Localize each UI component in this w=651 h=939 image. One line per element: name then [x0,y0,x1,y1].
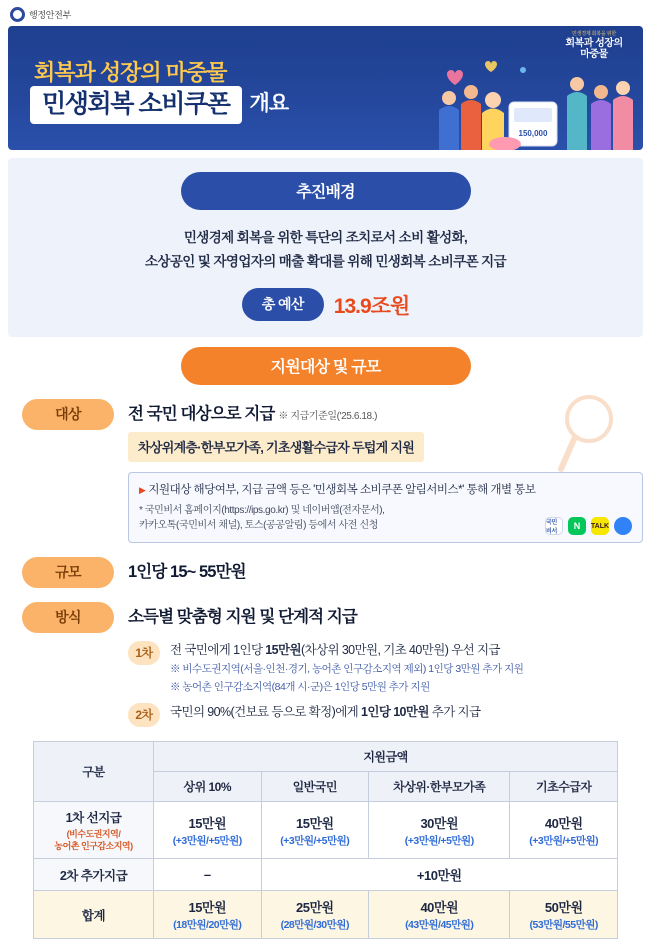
tag-method: 방식 [22,602,114,633]
step-badge-1: 1차 [128,641,160,665]
people-illustration [427,58,637,150]
section-target [8,347,643,939]
table-cell [154,859,262,891]
step-2-pre: 국민의 90%(건보료 등으로 확정)에게 [170,705,362,719]
table-cell [369,891,510,939]
infobox-sub-line-2: 카카오톡(국민비서 채널), 토스(공공알림) 등에서 사전 신청 [139,520,378,531]
scale-content [128,557,643,582]
row-scale [8,557,643,588]
cell-sub: (43만원/45만원) [405,919,474,931]
table-cell [261,891,369,939]
cell-main: +10만원 [416,868,462,883]
poster-header [8,26,643,150]
cell-sub: (+3만원/+5만원) [172,834,242,847]
page-title-suffix: 개요 [249,92,289,115]
table-row [34,859,618,891]
step-text-1 [170,641,523,695]
cell-main: 15만원 [188,815,227,831]
step-1-note-2: ※ 농어촌 인구감소지역(84개 시·군)은 1인당 5만원 추가 지원 [170,681,430,693]
table-row-label-first [34,802,154,859]
row-method [8,602,643,633]
infobox-main-line [139,481,632,497]
section-background [8,158,643,337]
row-label-sub-1: (비수도권지역/ [66,829,121,839]
cell-main: 15만원 [295,815,334,831]
table-row-label-total [34,891,154,939]
step-row-1 [128,641,643,695]
table-col-general: 일반국민 [261,772,369,802]
step-badge-2: 2차 [128,703,160,727]
table-cell [154,802,262,859]
magnifier-icon [555,389,625,475]
step-text-2 [170,703,481,721]
budget-row [8,288,643,321]
cell-main: 40만원 [420,900,459,915]
gov-logo [10,7,71,22]
gov-emblem-icon [10,7,25,22]
stamp-big-line1: 회복과 성장의 [565,38,623,49]
cell-main: 40만원 [544,815,583,831]
cell-sub: (+3만원/+5만원) [404,834,474,847]
notification-infobox [128,472,643,543]
table-cell [261,859,617,891]
cell-main: 25만원 [295,900,334,915]
illustration-amount: 150,000 [518,129,548,138]
step-1-bold: 15만원 [265,643,301,657]
table-cell [261,802,369,859]
budget-label: 총 예산 [242,288,324,321]
section-target-ribbon: 지원대상 및 규모 [181,347,471,385]
support-amount-table [33,741,618,939]
section-background-ribbon: 추진배경 [181,172,471,210]
cell-sub: (+3만원/+5만원) [280,834,350,847]
table-cell [510,802,618,859]
step-row-2 [128,703,643,727]
table-cell [154,891,262,939]
cell-sub: (53만원/55만원) [529,919,598,931]
gov-name: 행정안전부 [29,9,71,20]
section-background-body [8,226,643,274]
table-row [34,891,618,939]
step-1-post: (차상위 30만원, 기초 40만원) 우선 지급 [300,643,500,657]
row-label-text: 1차 선지급 [65,811,122,825]
cell-sub: (28만원/30만원) [280,919,349,931]
table-row [34,802,618,859]
table-col-nearpoor: 차상위·한부모가족 [369,772,510,802]
row-label-sub-2: 농어촌 인구감소지역) [54,841,133,851]
tag-scale: 규모 [22,557,114,588]
table-col-top10: 상위 10% [154,772,262,802]
method-steps [128,641,643,727]
method-main-line: 소득별 맞춤형 지원 및 단계적 지급 [128,608,357,626]
cell-main: 30만원 [420,815,459,831]
row-target [8,399,643,543]
infobox-text: 지원대상 해당여부, 지급 금액 등은 '민생회복 소비쿠폰 알림서비스*' 통해 개별 통보 [148,484,536,496]
row-label-text: 2차 추가지급 [59,868,128,883]
toss-icon[interactable] [614,517,632,535]
target-main-text: 전 국민 대상으로 지급 [128,405,275,423]
stamp-small-text: 민생경제 회복을 위한 [571,31,617,37]
cell-sub: (+3만원/+5만원) [529,834,599,847]
row-label-text: 합계 [81,908,106,923]
kakaotalk-icon[interactable]: TALK [591,517,609,535]
triangle-bullet-icon: ▶ [139,485,146,495]
header-subtitle: 회복과 성장의 마중물 [34,60,227,85]
tag-target: 대상 [22,399,114,430]
table-header-group: 지원금액 [154,742,618,772]
background-line-2: 소상공인 및 자영업자의 매출 확대를 위해 민생회복 소비쿠폰 지급 [144,254,507,269]
step-1-pre: 전 국민에게 1인당 [170,643,266,657]
table-cell [369,802,510,859]
app-icon-group [545,517,632,535]
target-note: ※ 지급기준일('25.6.18.) [278,411,377,422]
step-2-bold: 1인당 10만원 [361,705,429,719]
page-title: 민생회복 소비쿠폰 [30,86,242,124]
infobox-sub-line-1: * 국민비서 홈페이지(https://ips.go.kr) 및 네이버앱(전자문서), [139,505,385,516]
step-1-note-1: ※ 비수도권지역(서울·인천·경기, 농어촌 인구감소지역 제외) 1인당 3만원 추가 지원 [170,663,524,675]
stamp-big-line2: 마중물 [580,49,608,60]
cell-main: 15만원 [188,900,227,915]
method-content [128,602,643,627]
scale-main-line: 1인당 15~ 55만원 [128,563,246,581]
cell-sub: (18만원/20만원) [173,919,242,931]
background-line-1: 민생경제 회복을 위한 특단의 조치로서 소비 활성화, [183,230,468,245]
gov-assistant-icon[interactable]: 국민비서 [545,517,563,535]
table-cell [510,891,618,939]
table-header-division: 구분 [34,742,154,802]
table-col-basic: 기초수급자 [510,772,618,802]
cell-main: – [203,867,211,882]
target-highlight: 차상위계층·한부모가족, 기초생활수급자 두텁게 지원 [128,432,424,462]
table-row-label-second [34,859,154,891]
cell-main: 50만원 [544,900,583,915]
naver-icon[interactable]: N [568,517,586,535]
gov-branding-bar [0,0,651,24]
step-2-post: 추가 지급 [428,705,481,719]
table-header-row-1 [34,742,618,772]
budget-value: 13.9조원 [333,294,410,318]
header-title-group [30,86,288,124]
